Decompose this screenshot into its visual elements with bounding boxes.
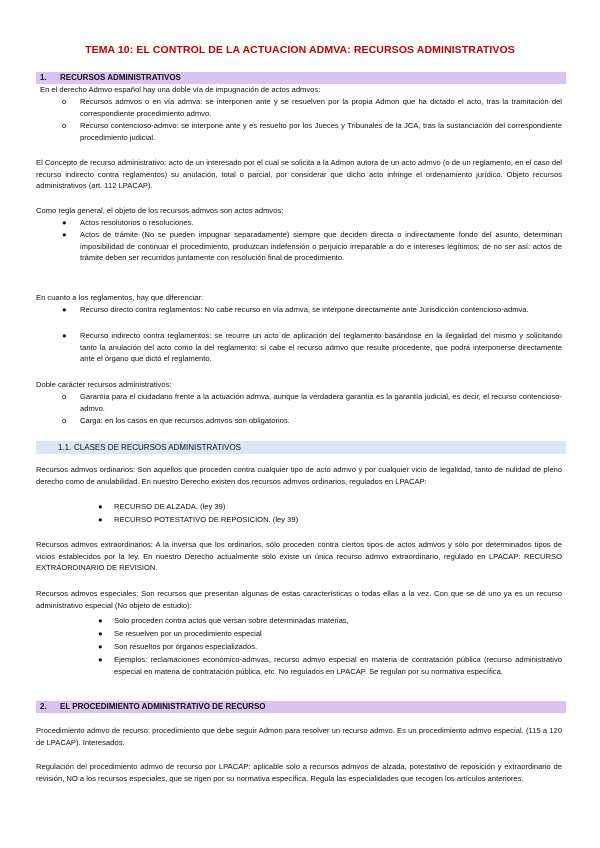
paragraph-extraordinarios: Recursos admvos extraordinarios: A la inversa que los ordinarios, sólo proceden contra ciertos tipos de actos admvos y sólo por determinados tipos de vicios establecidos por la ley. En nuestro Derecho actualmente sólo existe un única recurso admvo extraordinario, regulado en LPACAP: RECURSO EXTRAORDINARIO DE REVISION. bbox=[36, 540, 562, 573]
section-number: 2. bbox=[40, 702, 47, 711]
bullet-icon: ● bbox=[98, 515, 103, 524]
paragraph-ordinarios: Recursos admvos ordinarios: Son aquellos que proceden contra cualquier tipo de acto admvo y por cualquier vicio de legalidad, tanto de nulidad de pleno derecho como de anulabilidad. En nuestro Derecho existen dos recursos admvos ordinarios, regulados en LPACAP: bbox=[36, 465, 562, 486]
list-item: Actos resolutorios o resoluciones. bbox=[80, 218, 194, 227]
list-item: Ejemplos: reclamaciones económico-admvas, recurso admvo especial en materia de contratación pública (recurso administrativo especial en materia de contratación pública, etc. No regulados en LPACAP. Se regulan por su normativa específica. bbox=[114, 655, 562, 676]
bullet-icon: ● bbox=[98, 629, 103, 638]
circle-bullet-icon: o bbox=[62, 416, 67, 425]
circle-bullet-icon: o bbox=[62, 97, 67, 106]
list-item: Son resueltos por órganos especializados. bbox=[114, 642, 258, 651]
section-heading-1 bbox=[36, 72, 566, 84]
paragraph-regla: Como regla general, el objeto de los recursos admvos son actos admvos: bbox=[36, 206, 284, 215]
paragraph-reglamentos: En cuanto a los reglamentos, hay que diferenciar: bbox=[36, 293, 204, 302]
list-item: RECURSO POTESTATIVO DE REPOSICION. (ley 39) bbox=[114, 515, 299, 524]
bullet-icon: ● bbox=[62, 230, 67, 239]
list-item: Se resuelven por un procedimiento especial bbox=[114, 629, 262, 638]
subsection-number: 1.1. bbox=[58, 443, 72, 452]
bullet-icon: ● bbox=[62, 218, 67, 227]
circle-bullet-icon: o bbox=[62, 392, 67, 401]
bullet-icon: ● bbox=[98, 655, 103, 664]
paragraph-doble: Doble carácter recursos administrativos: bbox=[36, 380, 172, 389]
list-item: Solo proceden contra actos que versan sobre determinadas materias, bbox=[114, 616, 349, 625]
subsection-heading-1-1 bbox=[36, 441, 566, 454]
paragraph-procedimiento: Procedimiento admvo de recurso: procedimiento que debe seguir Admon para resolver un recurso admvo. Es un procedimiento admvo especial. (115 a 120 de LPACAP). Interesados. bbox=[36, 726, 562, 747]
bullet-icon: ● bbox=[62, 331, 67, 340]
section-title: EL PROCEDIMIENTO ADMINISTRATIVO DE RECURSO bbox=[60, 702, 266, 711]
paragraph-regulacion: Regulación del procedimiento admvo de recurso por LPACAP: aplicable solo a recursos admvos de alzada, potestativo de reposición y extraordinario de revisión, NO a los recursos especiales, que se rigen por su normativa específica. Regula las especialidades que recogen los artículos anteriores. bbox=[36, 762, 562, 783]
circle-bullet-icon: o bbox=[62, 121, 67, 130]
bullet-icon: ● bbox=[62, 305, 67, 314]
paragraph-especiales: Recursos admvos especiales: Son recursos que presentan algunas de estas características o todas ellas a la vez. Con que se dé uno ya es un recurso administrativo especial (No objeto de estudio): bbox=[36, 589, 562, 610]
section-heading-2 bbox=[36, 701, 566, 713]
bullet-icon: ● bbox=[98, 502, 103, 511]
paragraph-concepto: El Concepto de recurso administrativo: acto de un interesado por el cual se solicita a la Admon autora de un acto admvo (o de un reglamento, en el caso del recurso indirecto contra reglamentos) su anulación, total o parcial, por considerar que dicho acto infringe el ordenamiento jurídico. Objeto recursos administrativos (art. 112 LPACAP). bbox=[36, 158, 562, 191]
list-item: Recursos admvos o en vía admva: se interponen ante y se resuelven por la propia Admon que ha dictado el acto, tras la tramitación del correspondiente procedimiento admvo. bbox=[80, 97, 562, 118]
list-item: Recurso directo contra reglamentos: No cabe recurso en vía admva, se interpone directamente ante Jurisdicción contencioso-admva. bbox=[80, 305, 529, 314]
list-item: Recurso contencioso-admvo: se interpone ante y es resuelto por los Jueces y Tribunales de la JCA, tras la sustanciación del correspondiente procedimiento judicial. bbox=[80, 121, 562, 142]
bullet-icon: ● bbox=[98, 642, 103, 651]
paragraph-intro: En el derecho Admvo español hay una doble vía de impugnación de actos admvos: bbox=[40, 85, 321, 94]
bullet-icon: ● bbox=[98, 616, 103, 625]
list-item: Recurso indirecto contra reglamentos: se recurre un acto de aplicación del reglamento basándose en la ilegalidad del mismo y solicitando tanto la anulación del acto como la del reglamento: sí cabe el recurso admvo que resulte procedente, que podrá interponerse directamente ante el órgano que dictó el reglamento. bbox=[80, 331, 562, 364]
section-number: 1. bbox=[40, 73, 47, 82]
document-title: TEMA 10: EL CONTROL DE LA ACTUACION ADMVA: RECURSOS ADMINISTRATIVOS bbox=[85, 44, 515, 56]
section-title: RECURSOS ADMINISTRATIVOS bbox=[60, 73, 181, 82]
list-item: Garantía para el ciudadano frente a la actuación admva, aunque la verdadera garantía es la garantía judicial, es decir, el recurso contencioso-admvo. bbox=[80, 392, 562, 413]
list-item: Carga: en los casos en que recursos admvos son obligatorios. bbox=[80, 416, 290, 425]
list-item: Actos de trámite (No se pueden impugnar separadamente) siempre que deciden directa o indirectamente fondo del asunto, determinan imposibilidad de continuar el procedimiento, produzcan indefensión o perjuicio irreparable a do e intereses legítimos; de no ser así: actos de trámite deben ser recurridos juntamente con resolución final de procedimiento. bbox=[80, 230, 562, 263]
subsection-title: CLASES DE RECURSOS ADMINISTRATIVOS bbox=[74, 443, 241, 452]
list-item: RECURSO DE ALZADA. (ley 39) bbox=[114, 502, 226, 511]
